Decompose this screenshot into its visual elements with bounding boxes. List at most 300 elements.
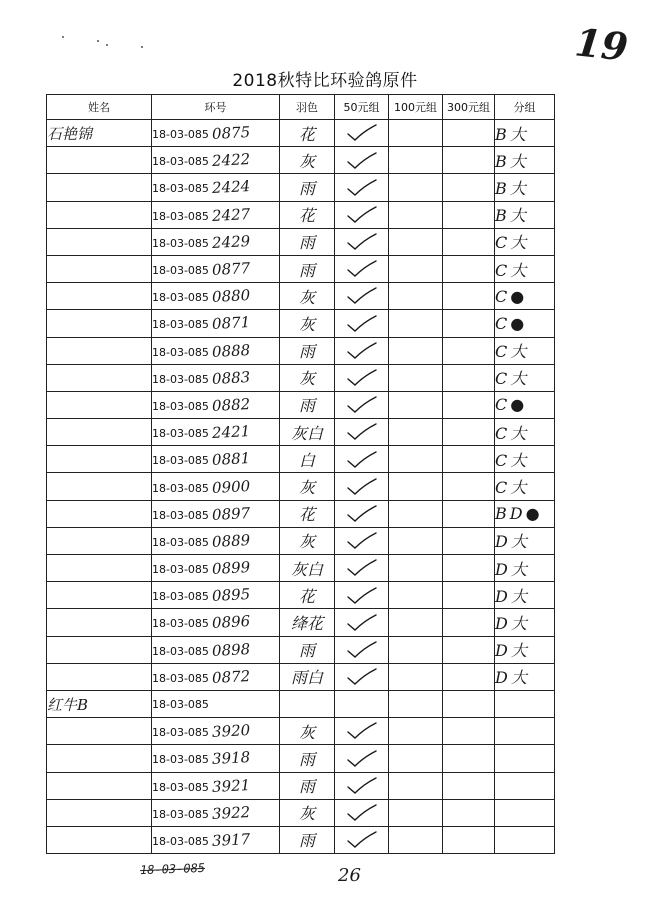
ring-suffix-handwritten: 3920 — [211, 721, 251, 742]
owner-name-cell — [47, 663, 152, 690]
group-class-cell: C大 — [495, 446, 555, 473]
group-50-cell — [335, 718, 389, 745]
table-row — [47, 527, 555, 554]
feather-color-cell: 雨 — [280, 255, 335, 282]
group-300-cell — [443, 690, 495, 717]
ring-suffix-handwritten: 3918 — [211, 748, 251, 769]
struck-ring-note: 18-03-085 — [139, 860, 206, 878]
group-100-cell — [389, 555, 443, 582]
group-100-cell — [389, 799, 443, 826]
group-300-cell — [443, 120, 495, 147]
group-300-cell — [443, 391, 495, 418]
feather-color-cell: 花 — [280, 120, 335, 147]
check-mark-icon — [346, 477, 378, 497]
ring-prefix: 18-03-085 — [152, 780, 209, 794]
group-50-cell — [335, 391, 389, 418]
group-100-cell — [389, 772, 443, 799]
header-50-group: 50元组 — [335, 95, 389, 120]
header-300-group: 300元组 — [443, 95, 495, 120]
group-300-cell — [443, 228, 495, 255]
table-row — [47, 772, 555, 799]
ring-suffix-handwritten: 3917 — [211, 829, 251, 850]
group-100-cell — [389, 473, 443, 500]
group-50-cell — [335, 419, 389, 446]
owner-name-cell — [47, 147, 152, 174]
group-class-cell — [495, 772, 555, 799]
feather-color-cell: 灰白 — [280, 555, 335, 582]
group-100-cell — [389, 391, 443, 418]
group-100-cell — [389, 201, 443, 228]
ring-number-cell — [152, 391, 280, 418]
ring-suffix-handwritten: 0896 — [211, 612, 251, 633]
ring-suffix-handwritten: 0882 — [211, 394, 251, 415]
group-50-cell — [335, 174, 389, 201]
ring-prefix: 18-03-085 — [152, 807, 209, 821]
group-50-cell — [335, 826, 389, 853]
feather-color-cell: 雨 — [280, 174, 335, 201]
ring-prefix: 18-03-085 — [152, 535, 209, 549]
check-mark-icon — [346, 314, 378, 334]
group-50-cell — [335, 582, 389, 609]
feather-color-cell — [280, 690, 335, 717]
group-100-cell — [389, 337, 443, 364]
group-50-cell — [335, 446, 389, 473]
ring-suffix-handwritten: 0899 — [211, 558, 251, 579]
check-mark-icon — [346, 749, 378, 769]
ring-number-cell — [152, 364, 280, 391]
group-100-cell — [389, 310, 443, 337]
ring-suffix-handwritten: 2424 — [211, 177, 251, 198]
ring-prefix: 18-03-085 — [152, 155, 209, 169]
ring-number-cell — [152, 745, 280, 772]
ring-suffix-handwritten: 0880 — [211, 286, 251, 307]
group-100-cell — [389, 364, 443, 391]
check-mark-icon — [346, 341, 378, 361]
header-color: 羽色 — [280, 95, 335, 120]
group-50-cell — [335, 772, 389, 799]
ring-prefix: 18-03-085 — [152, 372, 209, 386]
ring-prefix: 18-03-085 — [152, 671, 209, 685]
feather-color-cell: 雨 — [280, 826, 335, 853]
group-300-cell — [443, 283, 495, 310]
feather-color-cell: 雨 — [280, 772, 335, 799]
check-mark-icon — [346, 178, 378, 198]
check-mark-icon — [346, 450, 378, 470]
feather-color-cell: 雨 — [280, 337, 335, 364]
ring-prefix: 18-03-085 — [152, 399, 209, 413]
group-300-cell — [443, 473, 495, 500]
sheet-title: 2018秋特比环验鸽原件 — [232, 71, 418, 91]
check-mark-icon — [346, 205, 378, 225]
ring-suffix-handwritten: 2427 — [211, 204, 251, 225]
ring-number-cell — [152, 690, 280, 717]
table-row — [47, 636, 555, 663]
owner-name-cell — [47, 799, 152, 826]
ring-suffix-handwritten: 0898 — [211, 639, 251, 660]
group-100-cell — [389, 228, 443, 255]
group-100-cell — [389, 283, 443, 310]
owner-name-cell — [47, 255, 152, 282]
feather-color-cell: 绛花 — [280, 609, 335, 636]
check-mark-icon — [346, 395, 378, 415]
ring-suffix-handwritten: 2429 — [211, 231, 251, 252]
group-class-cell: BD● — [495, 500, 555, 527]
group-300-cell — [443, 337, 495, 364]
group-class-cell: B大 — [495, 174, 555, 201]
group-100-cell — [389, 745, 443, 772]
ring-suffix-handwritten: 0875 — [211, 123, 251, 144]
group-300-cell — [443, 310, 495, 337]
group-300-cell — [443, 772, 495, 799]
group-class-cell: D大 — [495, 609, 555, 636]
ring-number-cell — [152, 772, 280, 799]
owner-name-cell — [47, 527, 152, 554]
group-50-cell — [335, 337, 389, 364]
feather-color-cell: 花 — [280, 201, 335, 228]
ring-number-cell — [152, 527, 280, 554]
group-300-cell — [443, 663, 495, 690]
group-class-cell — [495, 799, 555, 826]
ring-suffix-handwritten: 0883 — [211, 367, 251, 388]
feather-color-cell: 灰 — [280, 527, 335, 554]
owner-name-cell — [47, 446, 152, 473]
owner-name-cell — [47, 718, 152, 745]
ring-number-cell — [152, 120, 280, 147]
feather-color-cell: 灰 — [280, 147, 335, 174]
group-class-cell: D大 — [495, 663, 555, 690]
check-mark-icon — [346, 504, 378, 524]
ring-prefix: 18-03-085 — [152, 753, 209, 767]
ring-prefix: 18-03-085 — [152, 345, 209, 359]
group-300-cell — [443, 555, 495, 582]
group-class-cell: D大 — [495, 555, 555, 582]
ring-suffix-handwritten: 2421 — [211, 422, 251, 443]
feather-color-cell: 白 — [280, 446, 335, 473]
ring-suffix-handwritten: 0900 — [211, 476, 251, 497]
table-row — [47, 120, 555, 147]
header-row — [47, 95, 555, 120]
header-group: 分组 — [495, 95, 555, 120]
group-50-cell — [335, 609, 389, 636]
group-50-cell — [335, 799, 389, 826]
group-100-cell — [389, 636, 443, 663]
group-class-cell: D大 — [495, 582, 555, 609]
ring-number-cell — [152, 500, 280, 527]
group-50-cell — [335, 500, 389, 527]
group-class-cell: D大 — [495, 636, 555, 663]
owner-name-cell — [47, 745, 152, 772]
ring-number-cell — [152, 147, 280, 174]
ring-prefix: 18-03-085 — [152, 264, 209, 278]
ring-number-cell — [152, 255, 280, 282]
group-50-cell — [335, 255, 389, 282]
pigeon-registry-table — [46, 94, 555, 854]
ring-suffix-handwritten: 0877 — [211, 259, 251, 280]
group-class-cell: C大 — [495, 364, 555, 391]
group-100-cell — [389, 826, 443, 853]
table-row — [47, 663, 555, 690]
table-row — [47, 419, 555, 446]
ring-number-cell — [152, 174, 280, 201]
group-class-cell: C大 — [495, 473, 555, 500]
group-100-cell — [389, 446, 443, 473]
owner-name-cell: 红牛B — [47, 690, 152, 717]
group-300-cell — [443, 527, 495, 554]
ring-prefix: 18-03-085 — [152, 834, 209, 848]
table-row — [47, 826, 555, 853]
ring-prefix: 18-03-085 — [152, 644, 209, 658]
owner-name-cell — [47, 337, 152, 364]
table-row — [47, 337, 555, 364]
ring-suffix-handwritten: 0897 — [211, 503, 251, 524]
feather-color-cell: 灰 — [280, 799, 335, 826]
group-class-cell: B大 — [495, 120, 555, 147]
owner-name-cell — [47, 609, 152, 636]
owner-name-cell — [47, 174, 152, 201]
group-100-cell — [389, 718, 443, 745]
check-mark-icon — [346, 422, 378, 442]
check-mark-icon — [346, 531, 378, 551]
group-300-cell — [443, 718, 495, 745]
owner-name-cell — [47, 636, 152, 663]
owner-name-cell — [47, 228, 152, 255]
scan-speck — [141, 46, 143, 48]
feather-color-cell: 雨白 — [280, 663, 335, 690]
owner-name-cell — [47, 500, 152, 527]
group-300-cell — [443, 364, 495, 391]
ring-suffix-handwritten: 0888 — [211, 340, 251, 361]
ring-prefix: 18-03-085 — [152, 697, 209, 711]
ring-number-cell — [152, 419, 280, 446]
check-mark-icon — [346, 151, 378, 171]
table-row — [47, 228, 555, 255]
group-100-cell — [389, 419, 443, 446]
ring-suffix-handwritten: 0889 — [211, 530, 251, 551]
ring-prefix: 18-03-085 — [152, 726, 209, 740]
table-row — [47, 174, 555, 201]
ring-suffix-handwritten: 0881 — [211, 449, 251, 470]
group-50-cell — [335, 120, 389, 147]
group-300-cell — [443, 419, 495, 446]
feather-color-cell: 灰 — [280, 473, 335, 500]
group-class-cell: B大 — [495, 147, 555, 174]
ring-number-cell — [152, 201, 280, 228]
table-row — [47, 718, 555, 745]
ring-prefix: 18-03-085 — [152, 318, 209, 332]
ring-number-cell — [152, 555, 280, 582]
group-100-cell — [389, 255, 443, 282]
check-mark-icon — [346, 123, 378, 143]
ring-prefix: 18-03-085 — [152, 481, 209, 495]
ring-suffix-handwritten: 3921 — [211, 775, 251, 796]
ring-prefix: 18-03-085 — [152, 209, 209, 223]
group-class-cell: C● — [495, 283, 555, 310]
group-class-cell — [495, 690, 555, 717]
ring-number-cell — [152, 228, 280, 255]
group-100-cell — [389, 147, 443, 174]
ring-prefix: 18-03-085 — [152, 590, 209, 604]
owner-name-cell — [47, 201, 152, 228]
group-class-cell — [495, 826, 555, 853]
group-class-cell: D大 — [495, 527, 555, 554]
check-mark-icon — [346, 640, 378, 660]
feather-color-cell: 灰白 — [280, 419, 335, 446]
group-class-cell: C大 — [495, 337, 555, 364]
group-50-cell — [335, 636, 389, 663]
group-50-cell — [335, 228, 389, 255]
group-50-cell — [335, 364, 389, 391]
owner-name-cell — [47, 582, 152, 609]
group-100-cell — [389, 120, 443, 147]
owner-name-cell — [47, 310, 152, 337]
table-row — [47, 283, 555, 310]
ring-number-cell — [152, 826, 280, 853]
table-row — [47, 609, 555, 636]
owner-name-cell — [47, 826, 152, 853]
table-row — [47, 364, 555, 391]
ring-prefix: 18-03-085 — [152, 563, 209, 577]
group-300-cell — [443, 201, 495, 228]
feather-color-cell: 雨 — [280, 745, 335, 772]
group-class-cell — [495, 745, 555, 772]
feather-color-cell: 花 — [280, 500, 335, 527]
group-100-cell — [389, 663, 443, 690]
table-row — [47, 745, 555, 772]
group-100-cell — [389, 690, 443, 717]
table-row — [47, 690, 555, 717]
owner-name-cell — [47, 473, 152, 500]
table-row — [47, 147, 555, 174]
owner-name-cell: 石艳锦 — [47, 120, 152, 147]
owner-name-cell — [47, 391, 152, 418]
group-300-cell — [443, 826, 495, 853]
group-300-cell — [443, 609, 495, 636]
feather-color-cell: 灰 — [280, 310, 335, 337]
feather-color-cell: 雨 — [280, 636, 335, 663]
group-300-cell — [443, 636, 495, 663]
ring-prefix: 18-03-085 — [152, 427, 209, 441]
feather-color-cell: 雨 — [280, 391, 335, 418]
ring-number-cell — [152, 582, 280, 609]
group-100-cell — [389, 582, 443, 609]
ring-suffix-handwritten: 0895 — [211, 585, 251, 606]
feather-color-cell: 雨 — [280, 228, 335, 255]
owner-name-cell — [47, 283, 152, 310]
group-50-cell — [335, 745, 389, 772]
ring-number-cell — [152, 337, 280, 364]
group-100-cell — [389, 609, 443, 636]
table-row — [47, 446, 555, 473]
check-mark-icon — [346, 803, 378, 823]
group-300-cell — [443, 745, 495, 772]
group-50-cell — [335, 555, 389, 582]
feather-color-cell: 灰 — [280, 283, 335, 310]
header-ring: 环号 — [152, 95, 280, 120]
feather-color-cell: 花 — [280, 582, 335, 609]
check-mark-icon — [346, 259, 378, 279]
group-100-cell — [389, 500, 443, 527]
group-100-cell — [389, 527, 443, 554]
owner-name-cell — [47, 555, 152, 582]
group-class-cell: C大 — [495, 228, 555, 255]
group-50-cell — [335, 283, 389, 310]
group-class-cell: C● — [495, 391, 555, 418]
check-mark-icon — [346, 830, 378, 850]
group-class-cell — [495, 718, 555, 745]
header-100-group: 100元组 — [389, 95, 443, 120]
header-name: 姓名 — [47, 95, 152, 120]
group-50-cell — [335, 147, 389, 174]
group-300-cell — [443, 255, 495, 282]
ring-prefix: 18-03-085 — [152, 508, 209, 522]
group-50-cell — [335, 201, 389, 228]
ring-prefix: 18-03-085 — [152, 454, 209, 468]
group-50-cell — [335, 690, 389, 717]
table-row — [47, 310, 555, 337]
group-class-cell: C大 — [495, 255, 555, 282]
scan-speck — [106, 44, 108, 46]
group-300-cell — [443, 446, 495, 473]
feather-color-cell: 灰 — [280, 718, 335, 745]
check-mark-icon — [346, 368, 378, 388]
table-row — [47, 799, 555, 826]
check-mark-icon — [346, 721, 378, 741]
scan-speck — [97, 40, 99, 42]
feather-color-cell: 灰 — [280, 364, 335, 391]
ring-suffix-handwritten: 0872 — [211, 666, 251, 687]
group-300-cell — [443, 147, 495, 174]
check-mark-icon — [346, 613, 378, 633]
ring-number-cell — [152, 799, 280, 826]
ring-prefix: 18-03-085 — [152, 617, 209, 631]
ring-prefix: 18-03-085 — [152, 291, 209, 305]
group-300-cell — [443, 582, 495, 609]
owner-name-cell — [47, 772, 152, 799]
table-row — [47, 473, 555, 500]
ring-number-cell — [152, 310, 280, 337]
group-300-cell — [443, 799, 495, 826]
group-50-cell — [335, 663, 389, 690]
group-300-cell — [443, 174, 495, 201]
group-100-cell — [389, 174, 443, 201]
check-mark-icon — [346, 667, 378, 687]
page-number: 19 — [572, 19, 631, 70]
group-300-cell — [443, 500, 495, 527]
owner-name-cell — [47, 364, 152, 391]
ring-suffix-handwritten: 0871 — [211, 313, 251, 334]
ring-prefix: 18-03-085 — [152, 236, 209, 250]
table-row — [47, 582, 555, 609]
group-class-cell: C大 — [495, 419, 555, 446]
table-row — [47, 391, 555, 418]
group-50-cell — [335, 310, 389, 337]
table-row — [47, 201, 555, 228]
owner-name-cell — [47, 419, 152, 446]
handwritten-page-mark: 26 — [338, 865, 361, 886]
group-50-cell — [335, 527, 389, 554]
table-row — [47, 500, 555, 527]
ring-number-cell — [152, 446, 280, 473]
ring-number-cell — [152, 663, 280, 690]
ring-prefix: 18-03-085 — [152, 182, 209, 196]
ring-number-cell — [152, 718, 280, 745]
ring-number-cell — [152, 473, 280, 500]
table-row — [47, 555, 555, 582]
table-row — [47, 255, 555, 282]
check-mark-icon — [346, 558, 378, 578]
check-mark-icon — [346, 232, 378, 252]
group-50-cell — [335, 473, 389, 500]
